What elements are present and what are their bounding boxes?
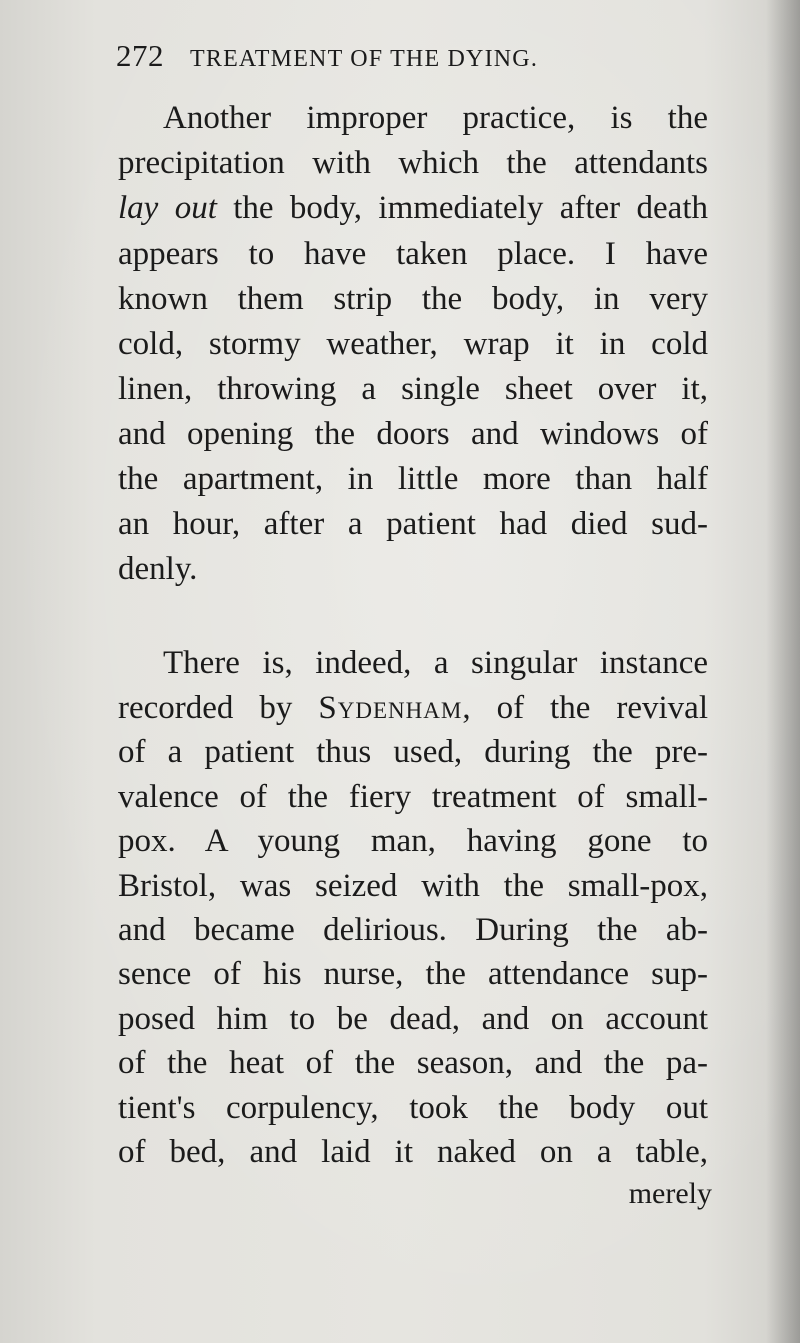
paragraph-1-line-5: known them strip the body, in very bbox=[118, 281, 708, 317]
paragraph-2-line-11: tient's corpulency, took the body out bbox=[118, 1090, 708, 1126]
paragraph-2-line-12: of bed, and laid it naked on a table, bbox=[118, 1134, 708, 1170]
paragraph-1-line-9: the apartment, in little more than half bbox=[118, 461, 708, 497]
paragraph-1-line-7: linen, throwing a single sheet over it, bbox=[118, 371, 708, 407]
running-head bbox=[116, 38, 716, 78]
paragraph-2-line-1: There is, indeed, a singular instance bbox=[163, 645, 708, 681]
page-number: 272 bbox=[116, 38, 164, 73]
paragraph-2-line-6: Bristol, was seized with the small-pox, bbox=[118, 868, 708, 904]
paragraph-1-line-2: precipitation with which the attendants bbox=[118, 145, 708, 181]
paragraph-1-line-8: and opening the doors and windows of bbox=[118, 416, 708, 452]
italic-phrase: lay out bbox=[118, 190, 217, 226]
paragraph-2-line-9: posed him to be dead, and on account bbox=[118, 1001, 708, 1037]
author-name-sydenham: Sydenham bbox=[318, 690, 463, 726]
paragraph-1-line-3 bbox=[118, 188, 708, 228]
paragraph-2-line-10: of the heat of the season, and the pa- bbox=[118, 1045, 708, 1081]
line-2-text-after: , of the revival bbox=[462, 690, 708, 726]
page-edge-shadow bbox=[766, 0, 800, 1343]
paragraph-1-line-4: appears to have taken place. I have bbox=[118, 236, 708, 272]
paragraph-1-line-1: Another improper practice, is the bbox=[163, 100, 708, 136]
line-3-text: the body, immediately after death bbox=[216, 190, 708, 226]
running-head-title: TREATMENT OF THE DYING. bbox=[190, 46, 539, 72]
paragraph-1-line-10: an hour, after a patient had died sud- bbox=[118, 506, 708, 542]
paragraph-2-line-5: pox. A young man, having gone to bbox=[118, 823, 708, 859]
paragraph-2-line-4: valence of the fiery treatment of small- bbox=[118, 779, 708, 815]
paragraph-1-line-11: denly. bbox=[118, 551, 198, 587]
paragraph-2-line-7: and became delirious. During the ab- bbox=[118, 912, 708, 948]
paragraph-1-line-6: cold, stormy weather, wrap it in cold bbox=[118, 326, 708, 362]
paragraph-2-line-2 bbox=[118, 688, 708, 728]
line-2-text-before: recorded by bbox=[118, 690, 319, 726]
catchword: merely bbox=[628, 1177, 712, 1210]
paragraph-2-line-8: sence of his nurse, the attendance sup- bbox=[118, 956, 708, 992]
paragraph-2-line-3: of a patient thus used, during the pre- bbox=[118, 734, 708, 770]
